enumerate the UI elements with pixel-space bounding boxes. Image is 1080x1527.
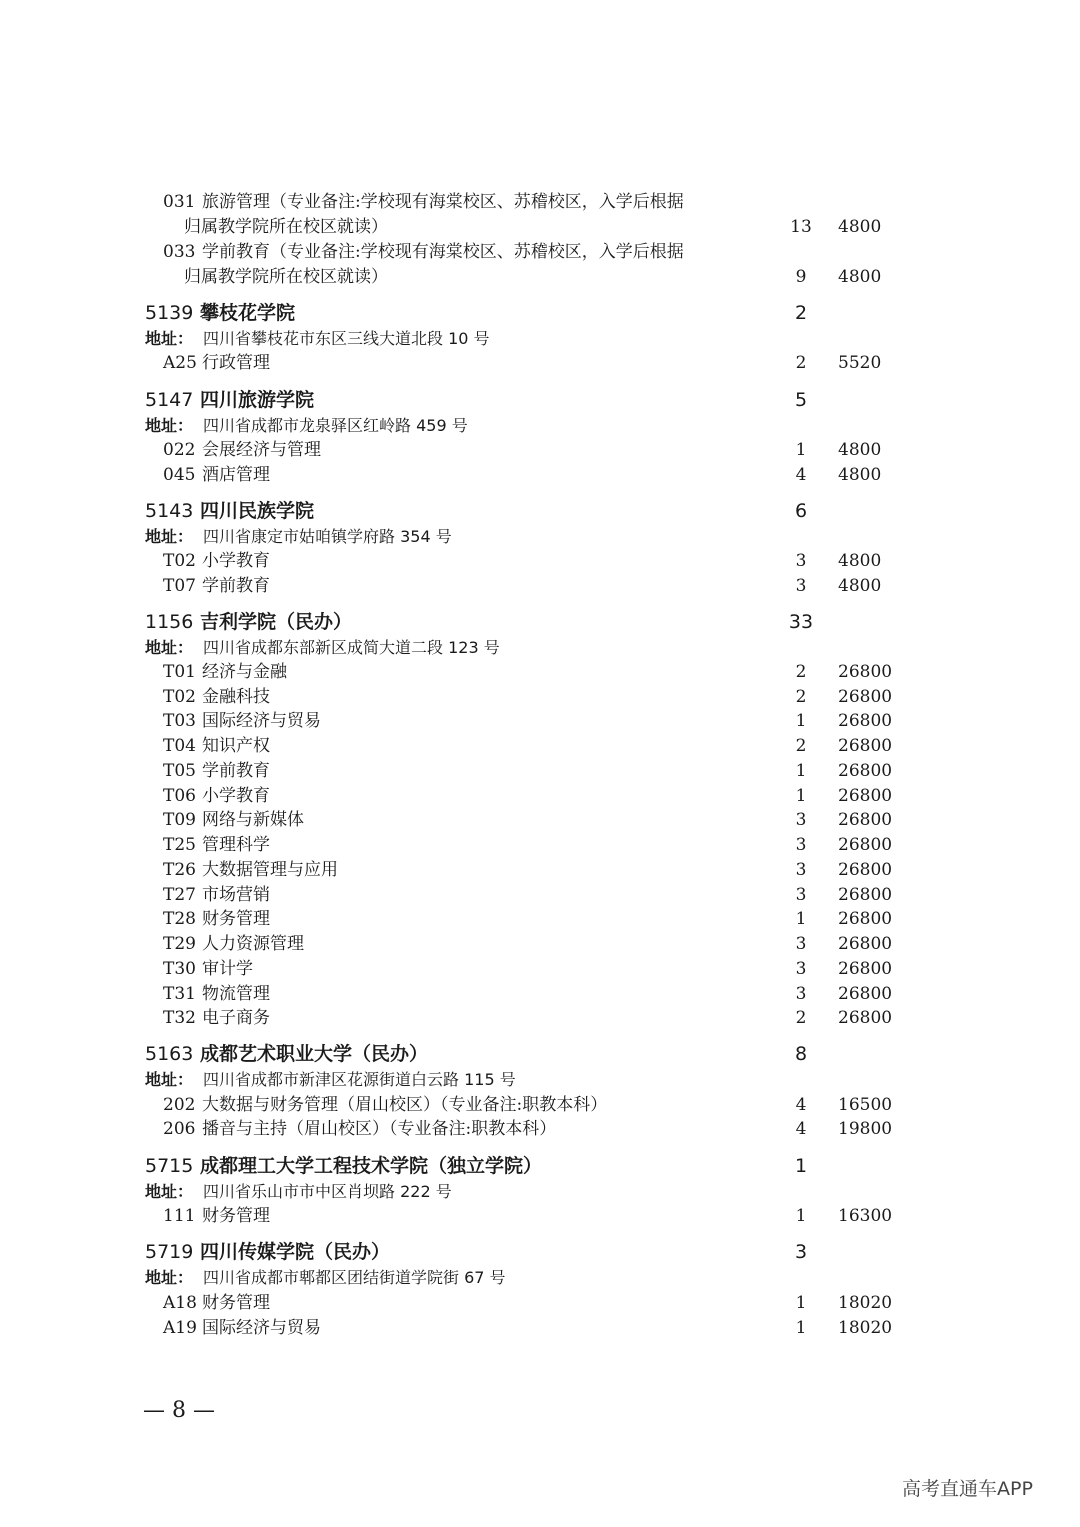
major-fee: 26800 — [838, 662, 893, 682]
major-fee: 26800 — [838, 736, 893, 756]
major-row — [0, 709, 1080, 734]
major-name: 小学教育 — [202, 551, 270, 571]
major-count: 3 — [795, 885, 807, 905]
major-row — [0, 734, 1080, 759]
school-name: 攀枝花学院 — [200, 302, 296, 324]
address-text: 四川省成都市郫都区团结街道学院街 67 号 — [203, 1268, 506, 1287]
major-count: 9 — [795, 267, 807, 287]
school-address — [0, 1180, 1080, 1204]
major-code: T01 — [163, 662, 196, 682]
major-fee: 26800 — [838, 711, 893, 731]
major-name: 大数据管理与应用 — [202, 860, 338, 880]
major-name: 大数据与财务管理（眉山校区）（专业备注:职教本科） — [202, 1095, 608, 1115]
major-code: 031 — [163, 192, 196, 212]
major-name: 知识产权 — [202, 736, 270, 756]
major-row — [0, 784, 1080, 809]
major-name: 国际经济与贸易 — [202, 1318, 321, 1338]
school-count: 5 — [794, 389, 808, 411]
major-name: 财务管理 — [202, 909, 270, 929]
major-row — [0, 1316, 1080, 1341]
major-row — [0, 1117, 1080, 1142]
major-code: A19 — [163, 1318, 197, 1338]
school-code: 5163 — [145, 1043, 194, 1065]
major-code: 206 — [163, 1119, 196, 1139]
major-fee: 4800 — [838, 217, 882, 237]
major-fee: 26800 — [838, 687, 893, 707]
major-count: 3 — [795, 810, 807, 830]
major-row — [0, 1204, 1080, 1229]
school-code: 5147 — [145, 389, 194, 411]
major-row — [0, 463, 1080, 488]
major-count: 4 — [795, 465, 807, 485]
major-code: T30 — [163, 959, 196, 979]
major-code: 111 — [163, 1206, 196, 1226]
school-address — [0, 525, 1080, 549]
school-address — [0, 636, 1080, 660]
major-fee: 26800 — [838, 934, 893, 954]
address-text: 四川省乐山市市中区肖坝路 222 号 — [203, 1182, 452, 1201]
school-header — [0, 607, 1080, 637]
address-label: 地址： — [145, 1268, 194, 1287]
major-fee: 18020 — [838, 1318, 893, 1338]
major-code: T04 — [163, 736, 196, 756]
major-row — [0, 808, 1080, 833]
major-code: T06 — [163, 786, 196, 806]
major-code: T09 — [163, 810, 196, 830]
page-number: — 8 — — [143, 1398, 215, 1423]
major-fee: 18020 — [838, 1293, 893, 1313]
major-code: 045 — [163, 465, 196, 485]
major-name: 人力资源管理 — [202, 934, 304, 954]
major-name: 酒店管理 — [202, 465, 270, 485]
major-row — [0, 1291, 1080, 1316]
major-name: 物流管理 — [202, 984, 270, 1004]
address-label: 地址： — [145, 329, 194, 348]
major-count: 1 — [795, 761, 807, 781]
address-label: 地址： — [145, 416, 194, 435]
address-label: 地址： — [145, 1182, 194, 1201]
major-count: 4 — [795, 1119, 807, 1139]
school-count: 2 — [794, 302, 808, 324]
school-name: 四川传媒学院（民办） — [200, 1241, 391, 1263]
major-row — [0, 833, 1080, 858]
school-code: 5719 — [145, 1241, 194, 1263]
school-count: 6 — [794, 500, 808, 522]
major-code: T03 — [163, 711, 196, 731]
major-code: A18 — [163, 1293, 197, 1313]
major-fee: 26800 — [838, 761, 893, 781]
major-count: 1 — [795, 786, 807, 806]
major-count: 2 — [795, 1008, 807, 1028]
school-count: 8 — [794, 1043, 808, 1065]
major-count: 2 — [795, 687, 807, 707]
major-row — [0, 759, 1080, 784]
major-row — [0, 883, 1080, 908]
major-code: T29 — [163, 934, 196, 954]
major-name: 财务管理 — [202, 1293, 270, 1313]
major-row — [0, 240, 1080, 265]
major-count: 2 — [795, 736, 807, 756]
school-name: 吉利学院（民办） — [200, 611, 353, 633]
school-header — [0, 298, 1080, 328]
major-count: 13 — [790, 217, 812, 237]
major-name: 旅游管理（专业备注:学校现有海棠校区、苏稽校区，入学后根据 — [202, 192, 684, 212]
major-code: T02 — [163, 687, 196, 707]
major-count: 1 — [795, 440, 807, 460]
school-count: 1 — [794, 1155, 808, 1177]
school-code: 5139 — [145, 302, 194, 324]
major-code: T32 — [163, 1008, 196, 1028]
major-code: 202 — [163, 1095, 196, 1115]
school-count: 33 — [788, 611, 814, 633]
major-row — [0, 1006, 1080, 1031]
major-count: 1 — [795, 1318, 807, 1338]
major-count: 1 — [795, 909, 807, 929]
major-fee: 4800 — [838, 267, 882, 287]
major-row — [0, 549, 1080, 574]
school-code: 1156 — [145, 611, 194, 633]
major-name: 学前教育 — [202, 761, 270, 781]
school-address — [0, 414, 1080, 438]
major-row — [0, 957, 1080, 982]
school-name: 四川民族学院 — [200, 500, 315, 522]
major-fee: 26800 — [838, 1008, 893, 1028]
school-header — [0, 1151, 1080, 1181]
school-address — [0, 1068, 1080, 1092]
school-name: 成都理工大学工程技术学院（独立学院） — [200, 1155, 543, 1177]
major-row — [0, 660, 1080, 685]
major-name: 会展经济与管理 — [202, 440, 321, 460]
major-fee: 26800 — [838, 835, 893, 855]
address-label: 地址： — [145, 1070, 194, 1089]
major-code: T28 — [163, 909, 196, 929]
major-row — [0, 190, 1080, 215]
major-fee: 26800 — [838, 810, 893, 830]
major-row — [0, 907, 1080, 932]
major-name: 国际经济与贸易 — [202, 711, 321, 731]
major-count: 4 — [795, 1095, 807, 1115]
major-name: 小学教育 — [202, 786, 270, 806]
address-label: 地址： — [145, 527, 194, 546]
school-header — [0, 496, 1080, 526]
major-code: T05 — [163, 761, 196, 781]
major-code: T07 — [163, 576, 196, 596]
major-row — [0, 982, 1080, 1007]
major-count: 2 — [795, 353, 807, 373]
major-count: 3 — [795, 835, 807, 855]
major-code: 033 — [163, 242, 196, 262]
major-count: 3 — [795, 551, 807, 571]
major-code: T31 — [163, 984, 196, 1004]
school-header — [0, 1237, 1080, 1267]
major-count: 3 — [795, 576, 807, 596]
address-text: 四川省成都东部新区成简大道二段 123 号 — [203, 638, 500, 657]
major-fee: 4800 — [838, 551, 882, 571]
major-count: 1 — [795, 711, 807, 731]
school-name: 四川旅游学院 — [200, 389, 315, 411]
major-name-continued: 归属教学院所在校区就读） — [184, 217, 388, 237]
major-name: 行政管理 — [202, 353, 270, 373]
major-fee: 26800 — [838, 909, 893, 929]
major-name: 学前教育 — [202, 576, 270, 596]
major-fee: 26800 — [838, 860, 893, 880]
school-name: 成都艺术职业大学（民办） — [200, 1043, 429, 1065]
major-name: 金融科技 — [202, 687, 270, 707]
major-fee: 4800 — [838, 465, 882, 485]
major-fee: 26800 — [838, 984, 893, 1004]
major-name: 审计学 — [202, 959, 253, 979]
watermark: 高考直通车APP — [902, 1478, 1033, 1500]
major-row — [0, 574, 1080, 599]
school-header — [0, 385, 1080, 415]
major-code: T27 — [163, 885, 196, 905]
major-count: 1 — [795, 1206, 807, 1226]
major-name: 经济与金融 — [202, 662, 287, 682]
major-name: 管理科学 — [202, 835, 270, 855]
major-row-continued — [0, 215, 1080, 240]
address-label: 地址： — [145, 638, 194, 657]
major-count: 2 — [795, 662, 807, 682]
major-fee: 5520 — [838, 353, 882, 373]
major-row — [0, 685, 1080, 710]
address-text: 四川省攀枝花市东区三线大道北段 10 号 — [203, 329, 490, 348]
major-name: 财务管理 — [202, 1206, 270, 1226]
school-address — [0, 1266, 1080, 1290]
major-name: 电子商务 — [202, 1008, 270, 1028]
major-fee: 26800 — [838, 959, 893, 979]
major-code: T25 — [163, 835, 196, 855]
school-code: 5715 — [145, 1155, 194, 1177]
school-header — [0, 1039, 1080, 1069]
major-code: T02 — [163, 551, 196, 571]
major-code: 022 — [163, 440, 196, 460]
major-name-continued: 归属教学院所在校区就读） — [184, 267, 388, 287]
major-row-continued — [0, 265, 1080, 290]
major-name: 学前教育（专业备注:学校现有海棠校区、苏稽校区，入学后根据 — [202, 242, 684, 262]
major-row — [0, 438, 1080, 463]
major-row — [0, 351, 1080, 376]
major-count: 3 — [795, 959, 807, 979]
major-code: A25 — [163, 353, 197, 373]
major-count: 3 — [795, 860, 807, 880]
school-count: 3 — [794, 1241, 808, 1263]
major-name: 网络与新媒体 — [202, 810, 304, 830]
address-text: 四川省成都市新津区花源街道白云路 115 号 — [203, 1070, 516, 1089]
major-fee: 4800 — [838, 576, 882, 596]
major-fee: 19800 — [838, 1119, 893, 1139]
school-code: 5143 — [145, 500, 194, 522]
major-row — [0, 858, 1080, 883]
major-count: 1 — [795, 1293, 807, 1313]
address-text: 四川省康定市姑咱镇学府路 354 号 — [203, 527, 452, 546]
major-code: T26 — [163, 860, 196, 880]
major-fee: 4800 — [838, 440, 882, 460]
major-fee: 16300 — [838, 1206, 893, 1226]
address-text: 四川省成都市龙泉驿区红岭路 459 号 — [203, 416, 468, 435]
major-count: 3 — [795, 984, 807, 1004]
major-name: 播音与主持（眉山校区）（专业备注:职教本科） — [202, 1119, 557, 1139]
major-row — [0, 1093, 1080, 1118]
major-fee: 26800 — [838, 786, 893, 806]
major-count: 3 — [795, 934, 807, 954]
major-row — [0, 932, 1080, 957]
major-fee: 26800 — [838, 885, 893, 905]
major-name: 市场营销 — [202, 885, 270, 905]
school-address — [0, 327, 1080, 351]
major-fee: 16500 — [838, 1095, 893, 1115]
